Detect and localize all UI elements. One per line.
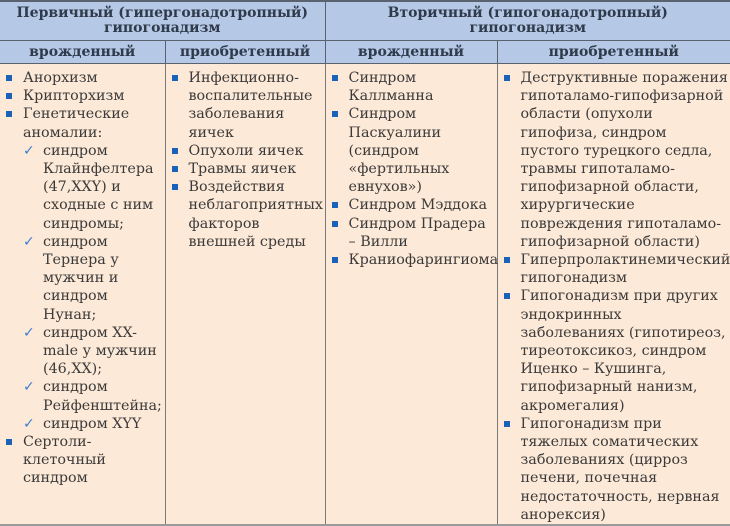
- genetic-anomalies-sublist: [23, 142, 161, 433]
- list-item: Травмы яичек: [172, 160, 321, 178]
- checkmark-icon: ✓: [23, 415, 35, 432]
- sublist-item: ✓ синдром XYY: [23, 415, 142, 432]
- list-item: Гиперпролактинемический гипогонадизм: [504, 251, 729, 287]
- header-primary: Первичный (гипергонадотропный) гипогонадизм: [0, 1, 325, 41]
- list-item: Анорхизм: [6, 69, 161, 87]
- sublist-item: ✓ синдром Клайнфелтера (47,XXY) и сходные с ним синдромы;: [23, 142, 154, 232]
- list-primary-acquired: [172, 69, 321, 251]
- list-item: Синдром Мэддока: [332, 196, 493, 214]
- list-item: Инфекционно-воспалительные заболевания яичек: [172, 69, 321, 142]
- list-primary-congenital: [6, 69, 161, 488]
- header-secondary: Вторичный (гипогонадотропный) гипогонадизм: [325, 1, 730, 41]
- header-row-main: [0, 1, 730, 41]
- header-row-sub: [0, 41, 730, 64]
- cell-secondary-congenital: [325, 64, 497, 526]
- sublist-item: ✓ синдром XX-male у мужчин (46,XX);: [23, 324, 157, 378]
- list-item: Синдром Паскуалини (синдром «фертильных евнухов»): [332, 105, 493, 196]
- checkmark-icon: ✓: [23, 379, 35, 396]
- header-primary-congenital: врожденный: [0, 41, 165, 64]
- list-item: Опухоли яичек: [172, 142, 321, 160]
- list-item: Сертоли-клеточный синдром: [6, 433, 161, 488]
- list-item: Синдром Каллманна: [332, 69, 493, 105]
- checkmark-icon: ✓: [23, 324, 35, 341]
- sublist-item: ✓ синдром Рейфенштейна;: [23, 379, 162, 414]
- list-item: Крипторхизм: [6, 87, 161, 105]
- list-item: Воздействия неблагоприятных факторов внешней среды: [172, 178, 321, 251]
- checkmark-icon: ✓: [23, 233, 35, 250]
- list-secondary-congenital: [332, 69, 499, 269]
- list-item: Генетические аномалии: ✓ синдром Клайнфелтера (47,XXY) и сходные с ним синдромы; ✓ синдром Тернера у мужчин и синдром Нунан; ✓ синдром XX-male у мужчин (46,XX); ✓ синдром Рейфенштейна; ✓ синдром XYY: [6, 105, 161, 433]
- list-item: Краниофарингиома: [332, 251, 493, 269]
- cell-secondary-acquired: [497, 64, 730, 526]
- checkmark-icon: ✓: [23, 142, 35, 159]
- list-item: Гипогонадизм при тяжелых соматических заболеваниях (цирроз печени, почечная недостаточность, нервная анорексия): [504, 415, 729, 524]
- header-secondary-acquired: приобретенный: [497, 41, 730, 64]
- list-item: Синдром Прадера – Вилли: [332, 215, 493, 251]
- list-item: Деструктивные поражения гипоталамо-гипофизарной области (опухоли гипофиза, синдром пустого турецкого седла, травмы гипоталамо-гипофизарной области, хирургические повреждения гипоталамо-гипофизарной области): [504, 69, 729, 251]
- list-secondary-acquired: [504, 69, 729, 524]
- cell-primary-acquired: [165, 64, 325, 526]
- body-row: [0, 64, 730, 526]
- sublist-item: ✓ синдром Тернера у мужчин и синдром Нунан;: [23, 233, 119, 323]
- header-secondary-congenital: врожденный: [325, 41, 497, 64]
- cell-primary-congenital: [0, 64, 165, 526]
- list-item: Гипогонадизм при других эндокринных заболеваниях (гипотиреоз, тиреотоксикоз, синдром Иценко – Кушинга, гипофизарный нанизм, акромегалия): [504, 287, 729, 414]
- header-primary-acquired: приобретенный: [165, 41, 325, 64]
